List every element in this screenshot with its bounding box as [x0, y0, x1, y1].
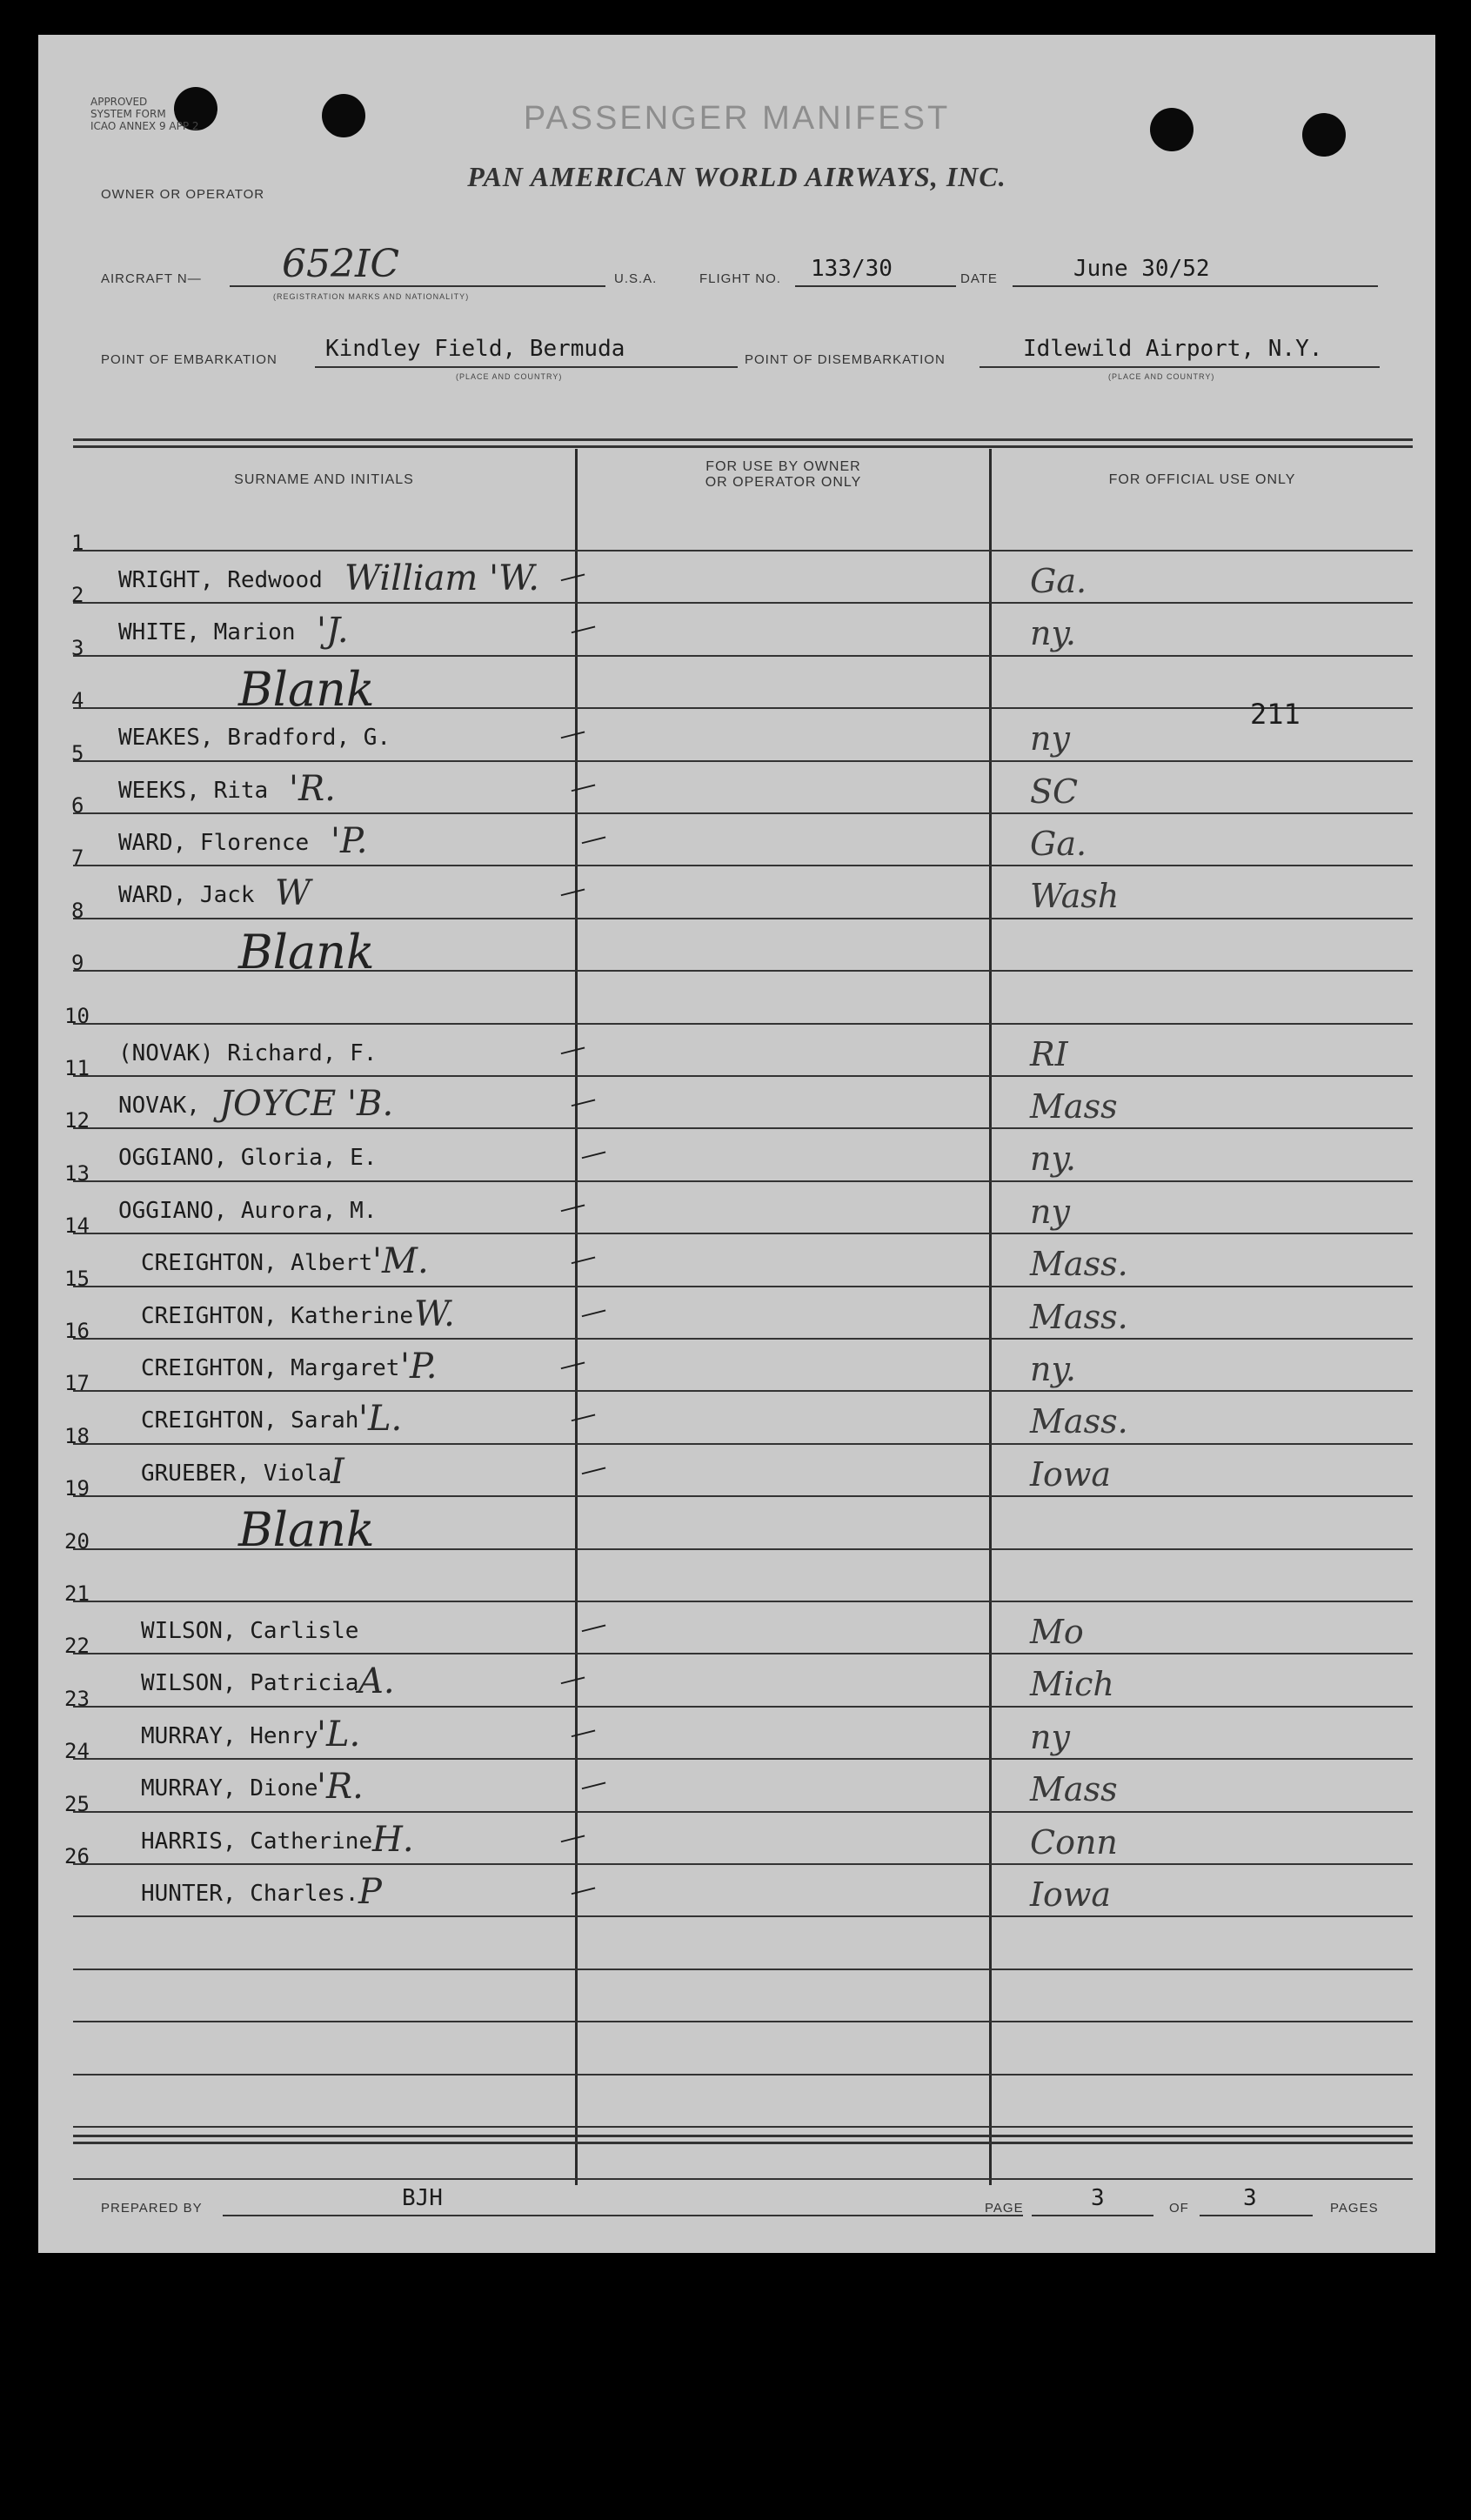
check-tick: — — [567, 1242, 598, 1274]
embark-underline — [315, 366, 738, 368]
disembark-label: POINT OF DISEMBARKATION — [745, 352, 946, 367]
row-number: 11 — [64, 1056, 90, 1080]
official-state: ny — [1030, 719, 1070, 758]
column-divider — [989, 449, 992, 2185]
handwritten-initial: 'P. — [400, 1347, 438, 1387]
official-state: Mass. — [1030, 1402, 1128, 1440]
row-number: 9 — [71, 951, 84, 975]
row-rule — [73, 1915, 1413, 1917]
row-rule — [73, 865, 1413, 866]
row-number: 14 — [64, 1213, 90, 1238]
aircraft-value: 652IC — [282, 242, 400, 286]
check-tick: — — [578, 1137, 609, 1169]
passenger-name: WEEKS, Rita — [118, 778, 269, 804]
official-state: Ga. — [1030, 825, 1087, 863]
date-underline — [1013, 285, 1378, 287]
check-tick: — — [557, 717, 588, 749]
passenger-name: WEAKES, Bradford, G. — [118, 725, 391, 751]
handwritten-initial: 'L. — [317, 1715, 361, 1755]
flight-label: FLIGHT NO. — [699, 271, 781, 286]
passenger-name: NOVAK, — [118, 1093, 200, 1119]
prepared-underline — [223, 2215, 1023, 2216]
of-underline — [1200, 2215, 1313, 2216]
passenger-name: MURRAY, Dione — [141, 1775, 318, 1801]
official-state: Mass — [1030, 1087, 1118, 1126]
page-underline — [1032, 2215, 1153, 2216]
company-name: PAN AMERICAN WORLD AIRWAYS, INC. — [467, 161, 1006, 192]
row-number: 25 — [64, 1792, 90, 1816]
handwritten-initial: P — [358, 1872, 382, 1912]
row-number: 17 — [64, 1371, 90, 1395]
check-tick: — — [578, 1295, 609, 1327]
row-rule — [73, 602, 1413, 604]
table-bottom-rule — [73, 2142, 1413, 2144]
disembark-value: Idlewild Airport, N.Y. — [1023, 336, 1323, 362]
pages-label: PAGES — [1330, 2201, 1379, 2216]
handwritten-initial: 'R. — [289, 769, 336, 809]
row-number: 26 — [64, 1844, 90, 1868]
row-number: 20 — [64, 1529, 90, 1554]
of-value: 3 — [1243, 2185, 1257, 2211]
passenger-name: (NOVAK) Richard, F. — [118, 1040, 378, 1066]
row-number: 3 — [71, 636, 84, 660]
row-rule — [73, 760, 1413, 762]
page-label: PAGE — [985, 2201, 1024, 2216]
row-rule — [73, 1863, 1413, 1865]
of-label: OF — [1169, 2201, 1189, 2216]
check-tick: — — [578, 1768, 609, 1800]
official-state: Ga. — [1030, 562, 1087, 600]
official-state: Mich — [1030, 1665, 1114, 1703]
stamp-line: ICAO ANNEX 9 APP 2 — [90, 120, 199, 132]
handwritten-initial: W. — [414, 1294, 455, 1334]
stamp-line: APPROVED — [90, 96, 148, 108]
row-number: 23 — [64, 1687, 90, 1711]
passenger-name: OGGIANO, Aurora, M. — [118, 1198, 378, 1224]
row-number: 21 — [64, 1581, 90, 1606]
row-rule — [73, 550, 1413, 551]
check-tick: — — [557, 1347, 588, 1380]
handwritten-initial: H. — [372, 1820, 414, 1860]
check-tick: — — [567, 1873, 598, 1905]
row-number: 7 — [71, 846, 84, 870]
official-state: ny — [1030, 1193, 1070, 1231]
check-tick: — — [557, 874, 588, 906]
handwritten-initial: 'J. — [317, 611, 349, 651]
disembark-underline — [980, 366, 1380, 368]
handwritten-initial: I — [331, 1452, 344, 1492]
row-number: 24 — [64, 1739, 90, 1763]
blank-annotation: Blank — [238, 1502, 375, 1557]
check-tick: — — [567, 770, 598, 802]
row-number: 8 — [71, 899, 84, 923]
row-rule — [73, 2178, 1413, 2180]
official-state: ny — [1030, 1718, 1070, 1756]
official-state: ny. — [1030, 1140, 1076, 1178]
check-tick: — — [567, 1400, 598, 1432]
blank-annotation: Blank — [238, 662, 375, 717]
passenger-name: MURRAY, Henry — [141, 1723, 318, 1749]
passenger-name: CREIGHTON, Sarah — [141, 1407, 359, 1434]
row-rule — [73, 1443, 1413, 1445]
check-tick: — — [567, 1085, 598, 1117]
row-rule — [73, 1075, 1413, 1077]
table-bottom-rule — [73, 2135, 1413, 2137]
check-tick: — — [578, 822, 609, 854]
registration-note: (REGISTRATION MARKS AND NATIONALITY) — [273, 292, 470, 301]
check-tick: — — [557, 1033, 588, 1065]
prepared-value: BJH — [402, 2185, 443, 2211]
passenger-name: CREIGHTON, Margaret — [141, 1355, 400, 1381]
official-state: ny. — [1030, 614, 1076, 652]
page-value: 3 — [1091, 2185, 1105, 2211]
row-number: 22 — [64, 1634, 90, 1658]
row-rule — [73, 1338, 1413, 1340]
row-number: 16 — [64, 1319, 90, 1343]
date-value: June 30/52 — [1073, 256, 1210, 282]
passenger-name: WILSON, Carlisle — [141, 1618, 359, 1644]
row-rule — [73, 2074, 1413, 2075]
column-divider — [575, 449, 578, 2185]
check-tick: — — [557, 559, 588, 592]
check-tick: — — [557, 1662, 588, 1694]
official-state: Mass. — [1030, 1298, 1128, 1336]
row-number: 19 — [64, 1476, 90, 1501]
row-rule — [73, 1180, 1413, 1182]
row-rule — [73, 1706, 1413, 1708]
passenger-name: GRUEBER, Viola — [141, 1461, 332, 1487]
row-number: 1 — [71, 531, 84, 555]
row-rule — [73, 1390, 1413, 1392]
place-note: (PLACE AND COUNTRY) — [1108, 372, 1215, 381]
row-number: 2 — [71, 583, 84, 607]
prepared-label: PREPARED BY — [101, 2201, 203, 2216]
passenger-name: HUNTER, Charles. — [141, 1881, 359, 1907]
table-top-rule — [73, 445, 1413, 448]
row-number: 10 — [64, 1004, 90, 1028]
date-label: DATE — [960, 271, 998, 286]
passenger-name: WHITE, Marion — [118, 619, 296, 645]
row-rule — [73, 1653, 1413, 1654]
manifest-sheet — [38, 35, 1435, 2253]
row-rule — [73, 918, 1413, 919]
passenger-name: OGGIANO, Gloria, E. — [118, 1145, 378, 1171]
official-state: SC — [1030, 772, 1079, 811]
row-rule — [73, 1023, 1413, 1025]
table-top-rule — [73, 438, 1413, 441]
flight-value: 133/30 — [811, 256, 893, 282]
aircraft-label: AIRCRAFT N— — [101, 271, 202, 286]
check-tick: — — [578, 1610, 609, 1642]
handwritten-initial: JOYCE 'B. — [219, 1084, 394, 1124]
row-rule — [73, 1127, 1413, 1129]
embark-label: POINT OF EMBARKATION — [101, 352, 277, 367]
check-tick: — — [557, 1821, 588, 1853]
handwritten-initial: 'R. — [317, 1767, 364, 1807]
blank-annotation: Blank — [238, 925, 375, 979]
official-state: ny. — [1030, 1350, 1076, 1388]
passenger-name: WILSON, Patricia — [141, 1670, 359, 1696]
handwritten-initial: W — [275, 873, 311, 913]
row-rule — [73, 812, 1413, 814]
passenger-name: HARRIS, Catherine — [141, 1828, 373, 1855]
check-tick: — — [557, 1190, 588, 1222]
row-rule — [73, 1495, 1413, 1497]
handwritten-initial: 'P. — [331, 821, 368, 861]
row-number: 6 — [71, 793, 84, 818]
row-number: 5 — [71, 741, 84, 765]
form-title: PASSENGER MANIFEST — [523, 100, 951, 137]
row-rule — [73, 1758, 1413, 1760]
handwritten-initial: William 'W. — [344, 558, 539, 598]
passenger-name: WARD, Florence — [118, 830, 310, 856]
row-rule — [73, 2021, 1413, 2022]
check-tick: — — [567, 612, 598, 644]
row-rule — [73, 1286, 1413, 1287]
official-state: Wash — [1030, 877, 1120, 915]
official-column-header: FOR OFFICIAL USE ONLY — [1108, 472, 1296, 487]
row-number: 12 — [64, 1108, 90, 1133]
official-state: Conn — [1030, 1823, 1118, 1862]
official-state: Mass. — [1030, 1245, 1128, 1283]
row-number: 13 — [64, 1161, 90, 1186]
usa-label: U.S.A. — [614, 271, 658, 286]
passenger-name: WRIGHT, Redwood — [118, 567, 323, 593]
passenger-name: CREIGHTON, Albert — [141, 1250, 373, 1276]
official-state: Mo — [1030, 1613, 1084, 1651]
stamp-line: SYSTEM FORM — [90, 108, 166, 120]
check-tick: — — [578, 1453, 609, 1485]
handwritten-initial: 'M. — [372, 1241, 429, 1281]
handwritten-initial: 'L. — [358, 1399, 403, 1439]
row-number: 15 — [64, 1267, 90, 1291]
row-rule — [73, 1811, 1413, 1813]
row-number: 18 — [64, 1424, 90, 1448]
flight-underline — [795, 285, 956, 287]
place-note: (PLACE AND COUNTRY) — [456, 372, 563, 381]
surname-column-header: SURNAME AND INITIALS — [234, 472, 414, 487]
owner-column-header — [578, 459, 989, 491]
official-state: Mass — [1030, 1770, 1118, 1808]
owner-column-header-line: FOR USE BY OWNER — [705, 459, 861, 474]
passenger-name: CREIGHTON, Katherine — [141, 1303, 414, 1329]
official-state: RI — [1030, 1035, 1068, 1073]
check-tick: — — [567, 1715, 598, 1748]
embark-value: Kindley Field, Bermuda — [325, 336, 625, 362]
margin-note: 211 — [1250, 698, 1300, 731]
row-rule — [73, 2126, 1413, 2128]
row-rule — [73, 1233, 1413, 1234]
official-state: Iowa — [1030, 1455, 1112, 1494]
handwritten-initial: A. — [358, 1661, 395, 1701]
row-rule — [73, 1969, 1413, 1970]
owner-label: OWNER OR OPERATOR — [101, 187, 265, 202]
row-rule — [73, 655, 1413, 657]
official-state: Iowa — [1030, 1875, 1112, 1914]
row-number: 4 — [71, 688, 84, 712]
owner-column-header-line: OR OPERATOR ONLY — [705, 475, 862, 490]
passenger-name: WARD, Jack — [118, 882, 255, 908]
scan-border — [0, 2262, 1471, 2520]
row-rule — [73, 1601, 1413, 1602]
